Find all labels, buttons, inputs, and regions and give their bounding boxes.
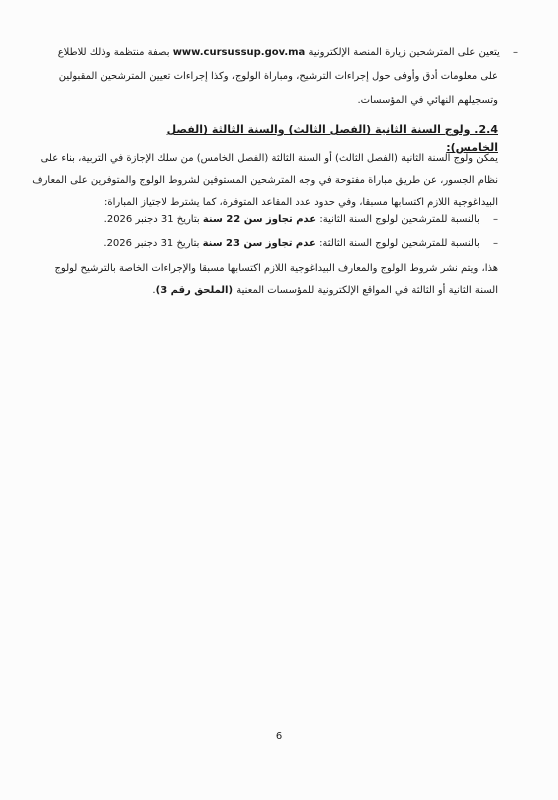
closing-line-1: هذا، ويتم نشر شروط الولوج والمعارف البيداغوجية اللازم اكتسابها مسبقا والإجراءات الخاصة بالترشيح لولوج <box>54 263 498 274</box>
bullet-text: بالنسبة للمترشحين لولوج السنة الثانية: <box>319 214 480 225</box>
intro-text-before-url: يتعين على المترشحين زيارة المنصة الإلكترونية <box>308 47 500 58</box>
bullet-age-limit: عدم تجاوز سن 23 سنة <box>202 238 316 249</box>
closing-line-2 <box>48 280 498 302</box>
bullet-dash: – <box>493 238 498 249</box>
bullet-date: بتاريخ 31 دجنبر 2026. <box>103 214 200 225</box>
section-heading: 2.4. ولوج السنة الثانية (الفصل الثالث) والسنة الثالثة (الفصل الخامس): <box>166 123 498 154</box>
bullet-third-year <box>60 234 498 254</box>
bullet-second-year <box>60 210 498 230</box>
closing-paragraph <box>48 258 498 302</box>
bullet-age-limit: عدم تجاوز سن 22 سنة <box>202 214 317 225</box>
intro-bullet-line-1 <box>57 43 518 63</box>
closing-line-2-text: السنة الثانية أو الثالثة في المواقع الإلكترونية للمؤسسات المعنية <box>236 285 498 296</box>
closing-period: . <box>152 285 156 296</box>
intro-text-after-url: بصفة منتظمة وذلك للاطلاع <box>57 47 170 58</box>
bullet-dash: – <box>513 47 518 58</box>
annex-reference: (الملحق رقم 3) <box>155 285 234 296</box>
paragraph-line: البيداغوجية اللازم اكتسابها مسبقا، وفي حدود عدد المقاعد المتوفرة، كما يشترط لاجتياز المباراة: <box>104 197 498 208</box>
bullet-date: بتاريخ 31 دجنبر 2026. <box>103 238 200 249</box>
intro-line-2-text: على معلومات أدق وأوفى حول إجراءات الترشيح، ومباراة الولوج، وكذا إجراءات تعيين المترشحين المقبولين <box>58 71 498 82</box>
intro-line-3-text: وتسجيلهم النهائي في المؤسسات. <box>357 95 498 106</box>
platform-url-link[interactable]: www.cursussup.gov.ma <box>172 47 306 58</box>
paragraph-line: نظام الجسور، عن طريق مباراة مفتوحة في وجه المترشحين المستوفين لشروط الولوج والمتوفرين على المعارف <box>32 175 498 186</box>
bullet-dash: – <box>493 214 498 225</box>
section-paragraph <box>32 148 498 214</box>
intro-bullet-line-3 <box>60 91 498 111</box>
paragraph-line: يمكن ولوج السنة الثانية (الفصل الثالث) أو السنة الثالثة (الفصل الخامس) من سلك الإجازة في التربية، بناء على <box>40 153 498 164</box>
bullet-text: بالنسبة للمترشحين لولوج السنة الثالثة: <box>319 238 480 249</box>
intro-bullet-line-2 <box>40 67 498 87</box>
page-number: 6 <box>275 731 283 742</box>
